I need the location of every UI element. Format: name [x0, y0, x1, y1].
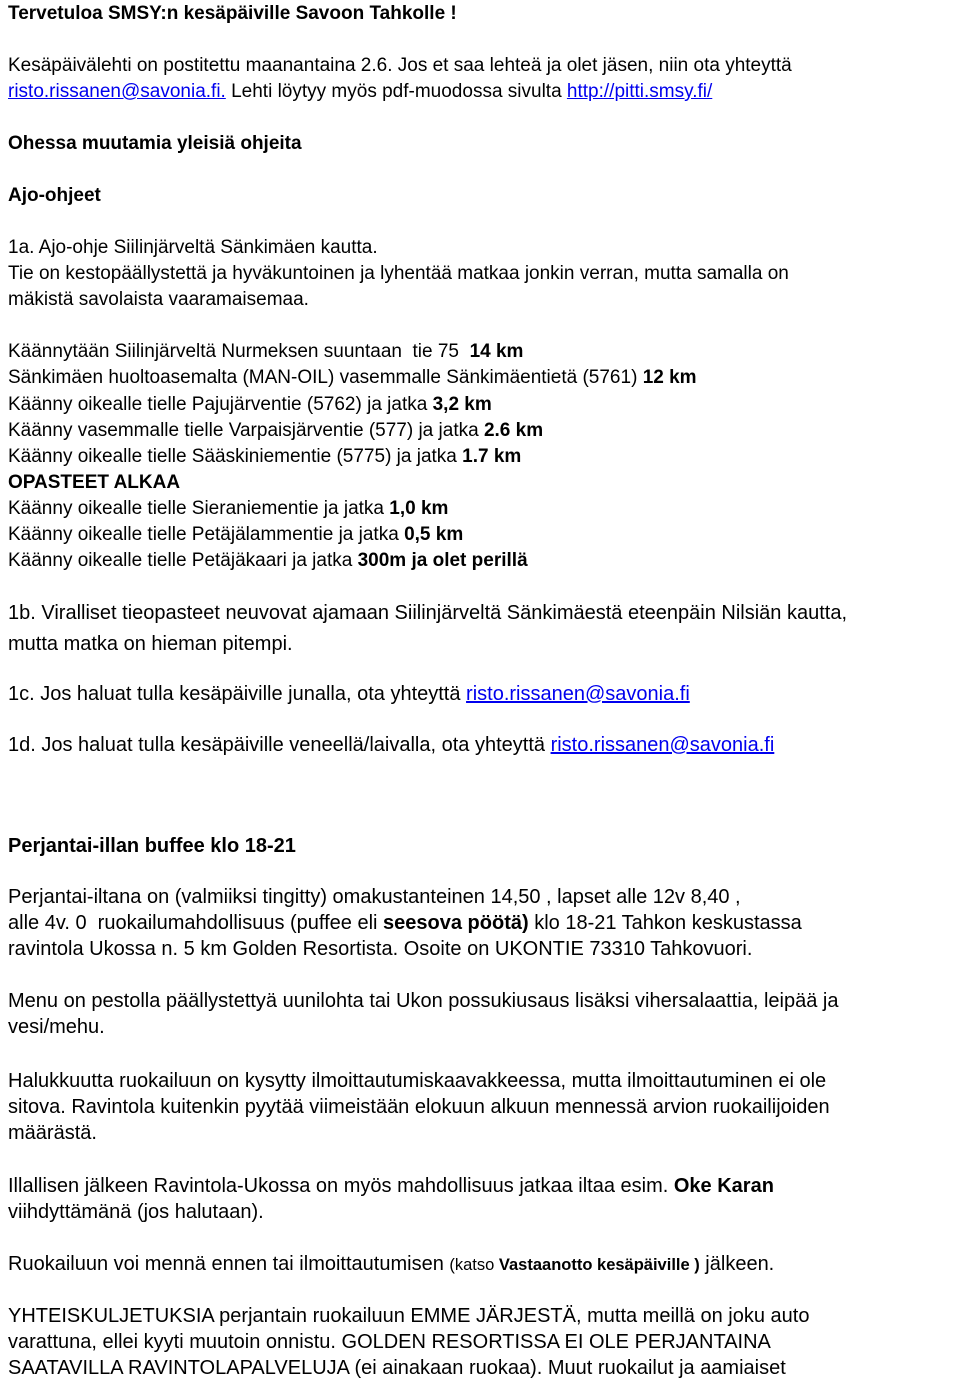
signs-start: OPASTEET ALKAA: [8, 472, 181, 493]
route-1d: 1d. Jos haluat tulla kesäpäiville veneellä/laivalla, ota yhteyttä risto.rissanen@savonia.fi: [8, 734, 775, 756]
intro-email-link[interactable]: risto.rissanen@savonia.fi.: [8, 81, 226, 102]
buffet-p6-line-1: YHTEISKULJETUKSIA perjantain ruokailuun EMME JÄRJESTÄ, mutta meillä on joku auto: [8, 1305, 810, 1327]
step-1: Käännytään Siilinjärveltä Nurmeksen suuntaan tie 75 14 km: [8, 341, 524, 362]
driving-heading: Ajo-ohjeet: [8, 185, 101, 206]
route-1d-email-link[interactable]: risto.rissanen@savonia.fi: [550, 734, 775, 756]
step-6: Käänny oikealle tielle Sieraniementie ja jatka 1,0 km: [8, 498, 449, 519]
buffet-p3-line-1: Halukkuutta ruokailuun on kysytty ilmoittautumiskaavakkeessa, mutta ilmoittautuminen ei ole: [8, 1070, 827, 1092]
intro-line-1: Kesäpäivälehti on postitettu maanantaina 2.6. Jos et saa lehteä ja olet jäsen, niin ota yhteyttä: [8, 55, 792, 76]
intro-line-2: [8, 82, 712, 101]
step-2: Sänkimäen huoltoasemalta (MAN-OIL) vasemmalle Sänkimäentietä (5761) 12 km: [8, 367, 697, 388]
route-1b-line-2: mutta matka on hieman pitempi.: [8, 633, 293, 655]
buffet-p3-line-3: määrästä.: [8, 1122, 97, 1144]
buffet-p2-line-1: Menu on pestolla päällystettyä uunilohta tai Ukon possukiusaus lisäksi vihersalaattia, leipää ja: [8, 990, 839, 1012]
route-1b-line-1: 1b. Viralliset tieopasteet neuvovat ajamaan Siilinjärveltä Sänkimäestä eteenpäin Nilsiän kautta,: [8, 602, 848, 624]
buffet-p4-line-2: viihdyttämänä (jos halutaan).: [8, 1201, 264, 1223]
buffet-p3-line-2: sitova. Ravintola kuitenkin pyytää viimeistään elokuun alkuun mennessä arvion ruokailijoiden: [8, 1096, 830, 1118]
buffet-p6-line-2: varattuna, ellei kyyti muutoin onnistu. GOLDEN RESORTISSA EI OLE PERJANTAINA: [8, 1331, 771, 1353]
buffet-p4-line-1: Illallisen jälkeen Ravintola-Ukossa on myös mahdollisuus jatkaa iltaa esim. Oke Karan: [8, 1175, 774, 1197]
pdf-url-link[interactable]: http://pitti.smsy.fi/: [566, 81, 713, 102]
route-1a-title: 1a. Ajo-ohje Siilinjärveltä Sänkimäen kautta.: [8, 237, 378, 258]
page-title: Tervetuloa SMSY:n kesäpäiville Savoon Tahkolle !: [8, 3, 457, 24]
buffet-p6-line-3: SAATAVILLA RAVINTOLAPALVELUJA (ei ainakaan ruokaa). Muut ruokailut ja aamiaiset: [8, 1357, 786, 1379]
general-heading: Ohessa muutamia yleisiä ohjeita: [8, 133, 302, 154]
buffet-p2-line-2: vesi/mehu.: [8, 1016, 105, 1038]
route-1c-email-link[interactable]: risto.rissanen@savonia.fi: [466, 683, 690, 705]
intro-text: Lehti löytyy myös pdf-muodossa sivulta: [225, 81, 567, 102]
step-7: Käänny oikealle tielle Petäjälammentie ja jatka 0,5 km: [8, 524, 464, 545]
step-4: Käänny vasemmalle tielle Varpaisjärventie (577) ja jatka 2.6 km: [8, 420, 544, 441]
buffet-heading: Perjantai-illan buffee klo 18-21: [8, 835, 296, 857]
step-8: Käänny oikealle tielle Petäjäkaari ja jatka 300m ja olet perillä: [8, 550, 528, 571]
route-1c: 1c. Jos haluat tulla kesäpäiville junalla, ota yhteyttä risto.rissanen@savonia.fi: [8, 683, 690, 705]
buffet-p5: Ruokailuun voi mennä ennen tai ilmoittautumisen (katso Vastaanotto kesäpäiville ) jälkeen.: [8, 1253, 775, 1275]
route-1a-desc-1: Tie on kestopäällystettä ja hyväkuntoinen ja lyhentää matkaa jonkin verran, mutta samalla on: [8, 263, 789, 284]
buffet-p1-line-3: ravintola Ukossa n. 5 km Golden Resortista. Osoite on UKONTIE 73310 Tahkovuori.: [8, 938, 753, 960]
buffet-p1-line-2: alle 4v. 0 ruokailumahdollisuus (puffee eli seesova pöötä) klo 18-21 Tahkon keskustassa: [8, 912, 802, 934]
step-5: Käänny oikealle tielle Sääskiniementie (5775) ja jatka 1.7 km: [8, 446, 522, 467]
route-1a-desc-2: mäkistä savolaista vaaramaisemaa.: [8, 289, 309, 310]
buffet-p1-line-1: Perjantai-iltana on (valmiiksi tingitty) omakustanteinen 14,50 , lapset alle 12v 8,40 ,: [8, 886, 741, 908]
step-3: Käänny oikealle tielle Pajujärventie (5762) ja jatka 3,2 km: [8, 394, 492, 415]
